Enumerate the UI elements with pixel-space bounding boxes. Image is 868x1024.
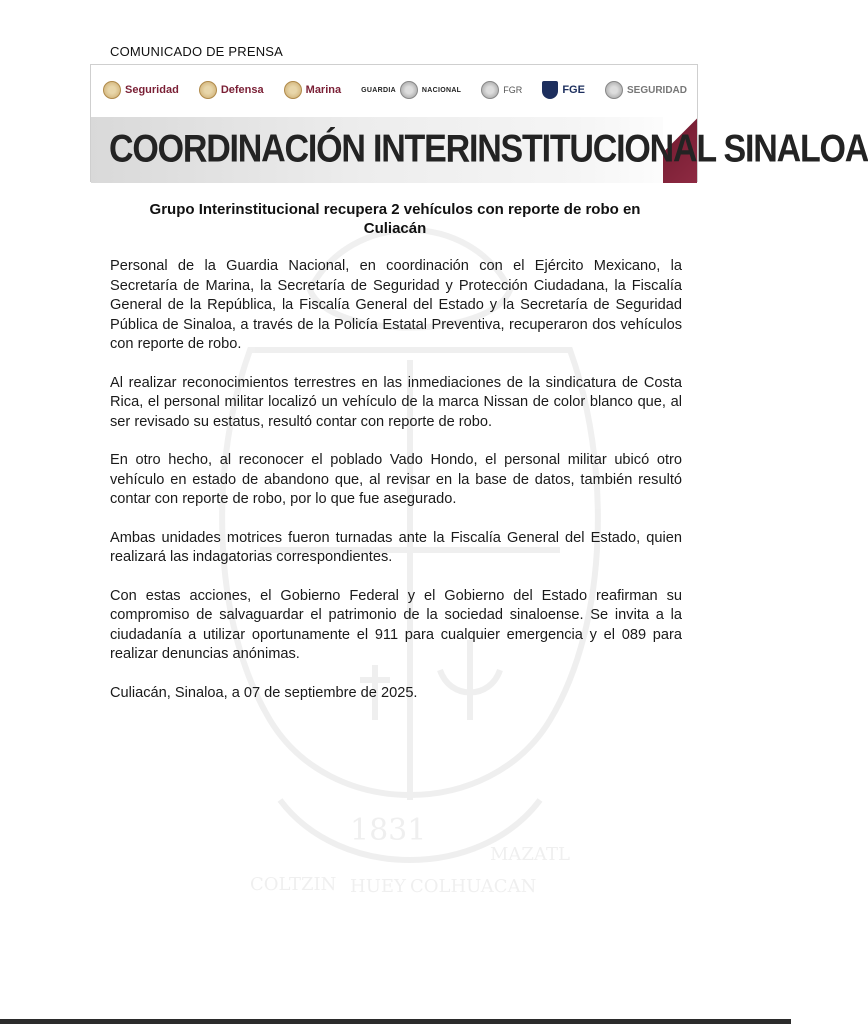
institutional-header — [90, 64, 868, 182]
federal-seal-icon — [199, 81, 217, 99]
dateline: Culiacán, Sinaloa, a 07 de septiembre de 2025. — [110, 684, 418, 701]
body-paragraph: En otro hecho, al reconocer el poblado Vado Hondo, el personal militar ubicó otro vehículo en estado de abandono que, al revisar en la base de datos, también resultó contar con reporte de robo, por lo que fue asegurado. — [110, 452, 682, 507]
logo-fgr-text: FGR — [503, 85, 523, 95]
logo-defensa-text: Defensa — [220, 84, 264, 96]
body-paragraph: Al realizar reconocimientos terrestres en las inmediaciones de la sindicatura de Costa Rica, el personal militar localizó un vehículo de la marca Nissan de color blanco que, al ser revisado su estatus, resultó contar con reporte de robo. — [110, 374, 682, 430]
logo-seguridad-sinaloa — [605, 81, 687, 99]
logo-fge-text: FGE — [562, 84, 585, 96]
body-paragraph: Con estas acciones, el Gobierno Federal y el Gobierno del Estado reafirman su compromiso de salvaguardar el patrimonio de la sociedad sinaloense. Se invita a la ciudadanía a utilizar oportunamente el 911 para cualquier emergencia y el 089 para realizar denuncias anónimas. — [110, 587, 682, 662]
body-paragraph: Personal de la Guardia Nacional, en coordinación con el Ejército Mexicano, la Secretaría de Marina, la Secretaría de Seguridad y Protección Ciudadana, la Fiscalía General de la República, la Fiscalía General del Estado y la Secretaría de Seguridad Pública de Sinaloa, a través de la Policía Estatal Preventiva, recuperaron dos vehículos con reporte de robo. — [110, 258, 682, 352]
press-release-headline: Grupo Interinstitucional recupera 2 vehículos con reporte de robo en Culiacán — [149, 201, 641, 237]
logo-marina-text: Marina — [305, 84, 342, 96]
guardia-nacional-emblem-icon — [400, 81, 418, 99]
logo-seguridad — [103, 81, 179, 99]
logo-fge — [542, 81, 585, 99]
logo-fgr — [481, 81, 522, 99]
press-release-body — [110, 257, 682, 722]
watermark-huey: HUEY — [350, 876, 406, 897]
document-type-label: COMUNICADO DE PRENSA — [110, 44, 284, 59]
bottom-edge-rule — [0, 1019, 791, 1024]
banner-title: COORDINACIÓN INTERINSTITUCIONAL SINALOA — [109, 127, 868, 171]
watermark-year: 1831 — [350, 813, 427, 848]
watermark-colhuacan: COLHUACAN — [410, 876, 537, 897]
logo-guardia-text: GUARDIA — [361, 86, 396, 94]
logo-marina — [284, 81, 341, 99]
federal-seal-icon — [284, 81, 302, 99]
fgr-seal-icon — [481, 81, 499, 99]
watermark-mazatl: MAZATL — [490, 844, 570, 865]
logo-guardia-nacional — [361, 81, 461, 99]
federal-seal-icon — [103, 81, 121, 99]
watermark-coltzin: COLTZIN — [250, 874, 337, 895]
sinaloa-seal-icon — [605, 81, 623, 99]
institution-logo-strip — [91, 65, 697, 115]
fge-shield-icon — [542, 81, 558, 99]
logo-defensa — [199, 81, 264, 99]
logo-seguridad-text: Seguridad — [125, 84, 179, 96]
logo-seguridad-sinaloa-text: SEGURIDAD — [626, 84, 687, 96]
body-paragraph: Ambas unidades motrices fueron turnadas ante la Fiscalía General del Estado, quien realizará las indagatorias correspondientes. — [110, 529, 682, 565]
logo-nacional-text: NACIONAL — [421, 86, 462, 94]
